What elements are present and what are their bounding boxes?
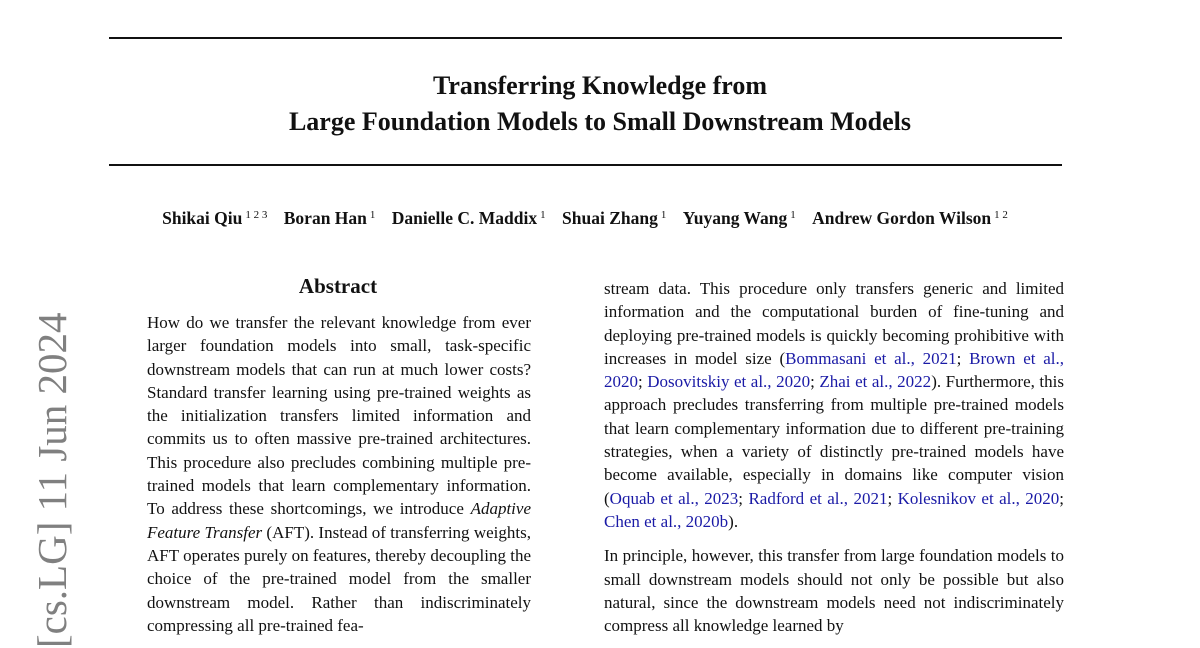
title-line-2: Large Foundation Models to Small Downstream Models xyxy=(288,107,912,136)
intro-paragraph xyxy=(604,277,1064,533)
citation-separator: ; xyxy=(956,348,970,368)
citation-link[interactable]: Radford et al., 2021 xyxy=(748,488,888,508)
arxiv-stamp: [cs.LG] 11 Jun 2024 xyxy=(29,312,75,648)
author xyxy=(562,208,666,228)
intro-column xyxy=(604,277,1064,648)
citation-link[interactable]: Bommasani et al., 2021 xyxy=(785,348,957,368)
title-line-1: Transferring Knowledge from xyxy=(432,71,768,100)
author xyxy=(162,208,267,228)
method-name: Adaptive Feature Transfer xyxy=(147,499,531,542)
author-name: Boran Han xyxy=(283,208,367,228)
author xyxy=(392,208,546,228)
author-affiliation: 1 xyxy=(790,209,796,221)
citation-link[interactable]: Oquab et al., 2023 xyxy=(609,488,739,508)
author-name: Yuyang Wang xyxy=(682,208,788,228)
citation-link[interactable]: Dosovitskiy et al., 2020 xyxy=(647,372,811,392)
author-affiliation: 1 xyxy=(369,209,376,221)
citation-link[interactable]: Brown et al., 2020 xyxy=(604,348,1064,392)
citation-separator: ; xyxy=(638,372,648,392)
author-affiliation: 1 xyxy=(660,209,667,221)
paper-title xyxy=(0,68,1200,140)
author xyxy=(284,208,376,228)
citation-separator: ; xyxy=(810,372,820,392)
author-name: Shikai Qiu xyxy=(162,208,243,228)
top-rule xyxy=(109,37,1062,39)
author-name: Andrew Gordon Wilson xyxy=(812,208,992,228)
citation-separator: ; xyxy=(887,488,898,508)
bottom-rule xyxy=(109,164,1062,166)
citation-link[interactable]: Kolesnikov et al., 2020 xyxy=(897,488,1060,508)
author-list xyxy=(0,208,1170,229)
author xyxy=(812,208,1008,228)
citation-link[interactable]: Zhai et al., 2022 xyxy=(819,372,932,392)
citation-link[interactable]: Chen et al., 2020b xyxy=(604,511,729,531)
intro-text: ). Furthermore, this approach precludes transferring from multiple pre-trained models that learn complementary information due to different pre-training strategies, when a variety of distinctly pre-trained models have become available, especially in domains like computer vision ( xyxy=(604,372,1064,508)
abstract-body xyxy=(147,311,531,637)
citation-separator: ; xyxy=(1059,488,1065,508)
citation-separator: ; xyxy=(738,488,749,508)
intro-text: ). xyxy=(728,511,739,531)
intro-text: stream data. This procedure only transfers generic and limited information and the computational burden of fine-tuning and deploying pre-trained models is quickly becoming prohibitive with increases in model size ( xyxy=(604,279,1064,368)
author-affiliation: 1 2 xyxy=(994,209,1008,221)
author-name: Danielle C. Maddix xyxy=(391,208,538,228)
author xyxy=(683,208,796,228)
abstract-heading: Abstract xyxy=(298,274,378,298)
author-affiliation: 1 xyxy=(540,209,546,221)
intro-paragraph: In principle, however, this transfer from large foundation models to small downstream models should not only be possible but also natural, since the downstream models need not indiscriminately compress all knowledge learned by xyxy=(604,546,1064,636)
abstract-text: How do we transfer the relevant knowledge from ever larger foundation models into small, task-specific downstream models that can run at much lower costs? Standard transfer learning using pre-trained weights as the initialization transfers limited information and commits us to often massive pre-trained architectures. This procedure also precludes combining multiple pre-trained models that learn complementary information. To address these shortcomings, we introduce xyxy=(147,313,531,519)
abstract-text: (AFT). Instead of transferring weights, AFT operates purely on features, thereby decoupling the choice of the pre-trained model from the smaller downstream model. Rather than indiscriminately compressing all pre-trained fea- xyxy=(147,522,531,635)
author-name: Shuai Zhang xyxy=(562,208,658,228)
author-affiliation: 1 2 3 xyxy=(245,209,268,221)
